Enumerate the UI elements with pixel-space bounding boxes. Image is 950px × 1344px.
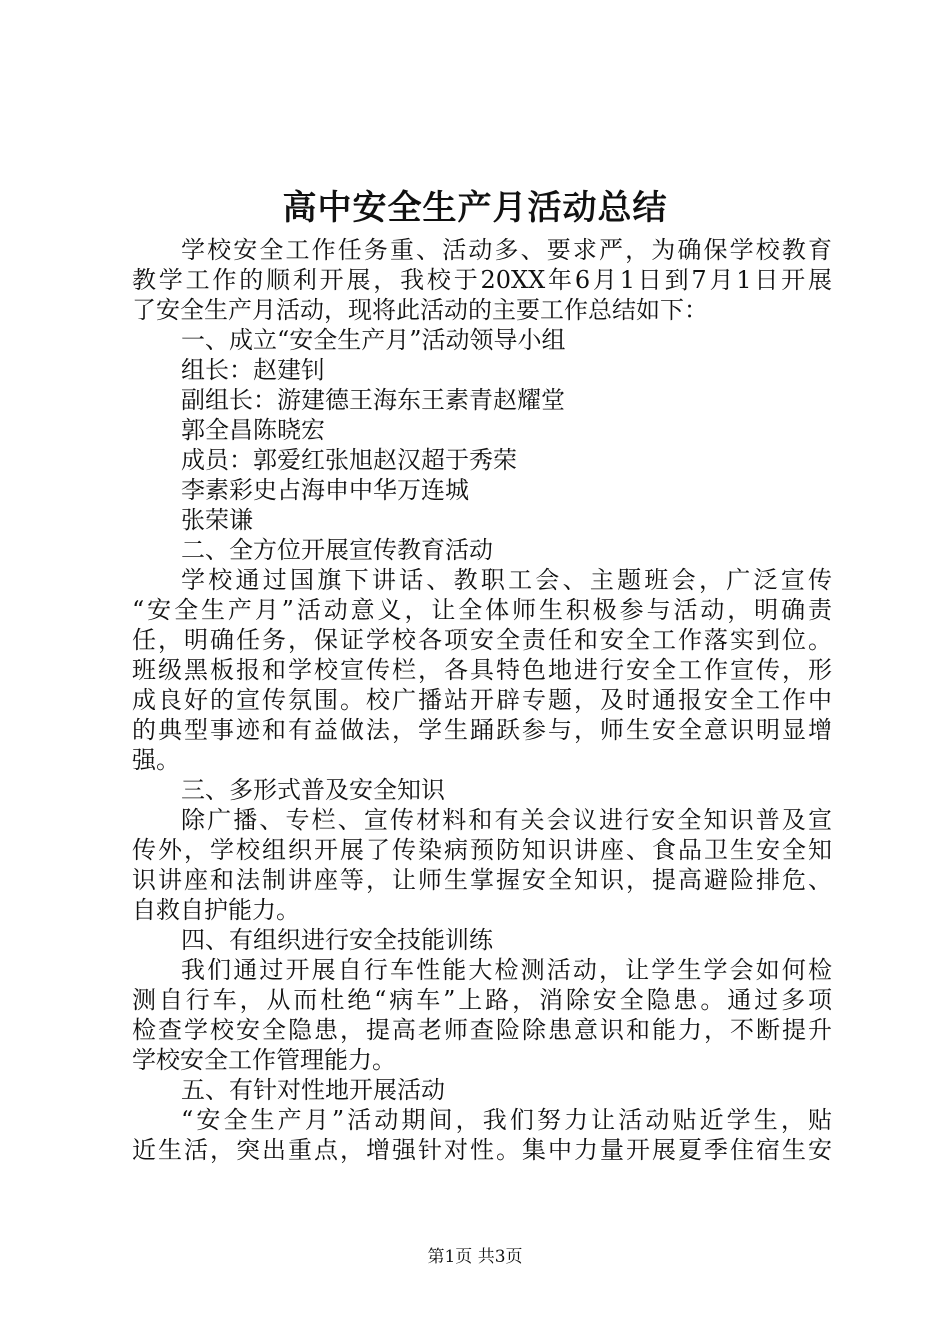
page-number: 第1页 共3页 [427,1247,523,1267]
text-line: 任，明确任务，保证学校各项安全责任和安全工作落实到位。 [132,626,832,654]
text-line: “安全生产月”活动意义，让全体师生积极参与活动，明确责 [132,596,832,624]
text-line: 学校安全工作任务重、活动多、要求严，为确保学校教育 [181,236,832,264]
section-heading: 一、成立“安全生产月”活动领导小组 [181,326,566,354]
text-line: 识讲座和法制讲座等，让师生掌握安全知识，提高避险排危、 [132,866,832,894]
text-line: 教学工作的顺利开展，我校于20XX年6月1日到7月1日开展 [132,266,832,294]
text-line: 检查学校安全隐患，提高老师查险除患意识和能力，不断提升 [132,1016,832,1044]
text-line: 成员：郭爱红张旭赵汉超于秀荣 [181,446,517,474]
text-line: 了安全生产月活动，现将此活动的主要工作总结如下： [132,296,708,324]
text-line: 测自行车，从而杜绝“病车”上路，消除安全隐患。通过多项 [132,986,832,1014]
text-line: 强。 [132,746,180,774]
text-line: 学校通过国旗下讲话、教职工会、主题班会，广泛宣传 [181,566,832,594]
text-line: 学校安全工作管理能力。 [132,1046,396,1074]
text-line: 的典型事迹和有益做法，学生踊跃参与，师生安全意识明显增 [132,716,832,744]
section-heading: 二、全方位开展宣传教育活动 [181,536,493,564]
text-line: 班级黑板报和学校宣传栏，各具特色地进行安全工作宣传，形 [132,656,832,684]
text-line: 张荣谦 [181,506,253,534]
text-line: 除广播、专栏、宣传材料和有关会议进行安全知识普及宣 [181,806,832,834]
text-line: 传外，学校组织开展了传染病预防知识讲座、食品卫生安全知 [132,836,832,864]
text-line: 副组长：游建德王海东王素青赵耀堂 [181,386,565,414]
text-line: 郭全昌陈晓宏 [181,416,325,444]
document-title: 高中安全生产月活动总结 [282,188,668,228]
text-line: 自救自护能力。 [132,896,300,924]
section-heading: 三、多形式普及安全知识 [181,776,445,804]
section-heading: 五、有针对性地开展活动 [181,1076,445,1104]
text-line: 近生活，突出重点，增强针对性。集中力量开展夏季住宿生安 [132,1136,832,1164]
text-line: 我们通过开展自行车性能大检测活动，让学生学会如何检 [181,956,832,984]
text-line: “安全生产月”活动期间，我们努力让活动贴近学生，贴 [181,1106,832,1134]
section-heading: 四、有组织进行安全技能训练 [181,926,493,954]
document-body [132,235,832,1165]
text-line: 成良好的宣传氛围。校广播站开辟专题，及时通报安全工作中 [132,686,832,714]
text-line: 组长：赵建钊 [181,356,325,384]
text-line: 李素彩史占海申中华万连城 [181,476,469,504]
